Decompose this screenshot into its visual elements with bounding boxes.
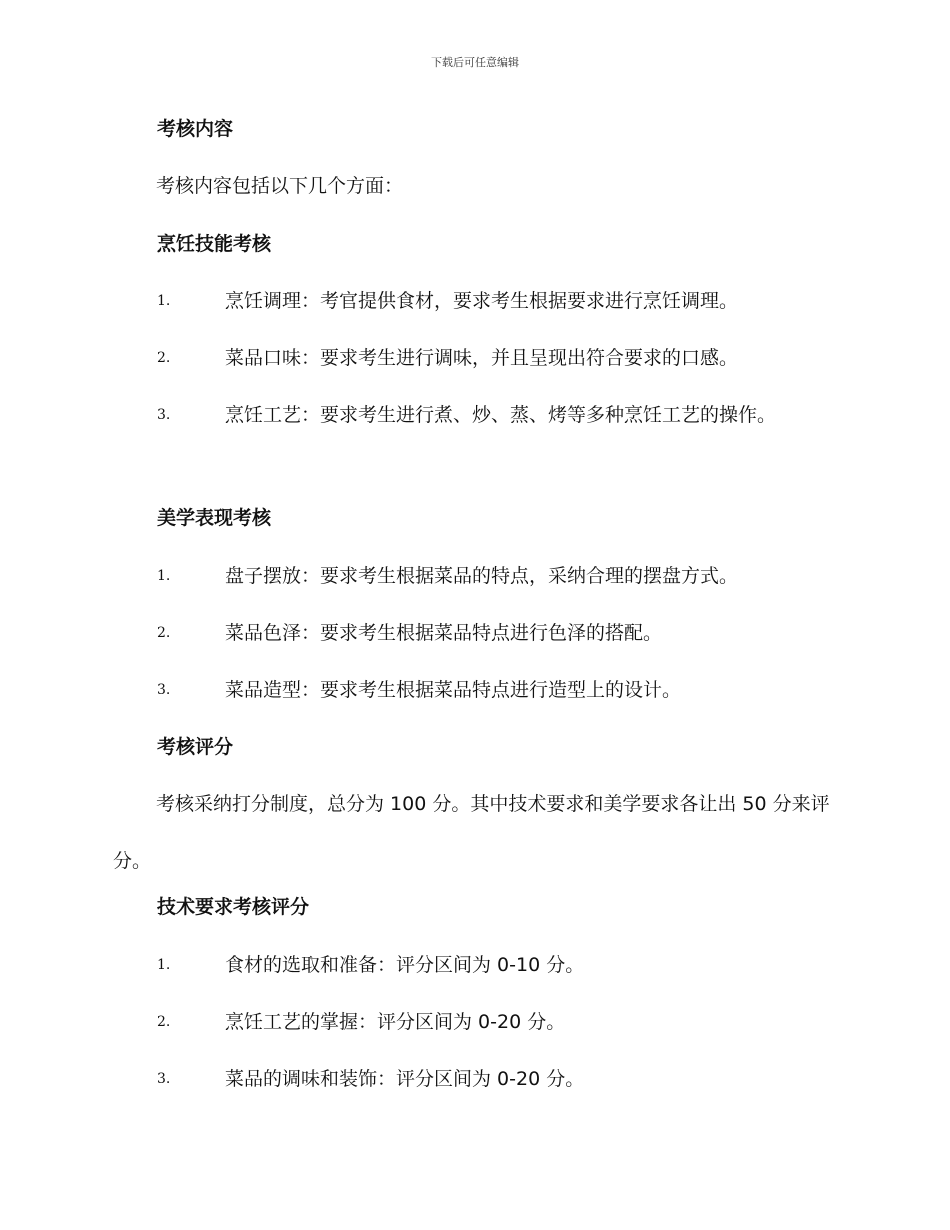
section-title-aesthetic: 美学表现考核	[157, 507, 272, 529]
list-item-number: 1.	[157, 293, 171, 309]
list-item-text: 烹饪工艺的掌握：评分区间为 0-20 分。	[225, 1011, 566, 1033]
section-title-scoring: 考核评分	[157, 736, 234, 758]
list-item-number: 3.	[157, 1071, 171, 1087]
list-item-number: 3.	[157, 682, 171, 698]
list-item-text: 食材的选取和准备：评分区间为 0-10 分。	[225, 954, 585, 976]
scoring-paragraph: 考核采纳打分制度，总分为 100 分。其中技术要求和美学要求各让出 50 分来评分。	[113, 793, 830, 872]
page-header: 下载后可任意编辑	[431, 56, 519, 69]
list-item-number: 3.	[157, 407, 171, 423]
list-item-text: 菜品的调味和装饰：评分区间为 0-20 分。	[225, 1068, 585, 1090]
list-item-text: 烹饪工艺：要求考生进行煮、炒、蒸、烤等多种烹饪工艺的操作。	[225, 404, 777, 426]
list-item	[113, 387, 848, 444]
list-item-number: 1.	[157, 957, 171, 973]
list-item-text: 菜品口味：要求考生进行调味，并且呈现出符合要求的口感。	[225, 347, 739, 369]
list-item-text: 盘子摆放：要求考生根据菜品的特点，采纳合理的摆盘方式。	[225, 565, 739, 587]
list-item-number: 2.	[157, 1014, 171, 1030]
list-item-text: 烹饪调理：考官提供食材，要求考生根据要求进行烹饪调理。	[225, 290, 739, 312]
section-title-cooking: 烹饪技能考核	[157, 233, 272, 255]
list-item-text: 菜品色泽：要求考生根据菜品特点进行色泽的搭配。	[225, 622, 663, 644]
section-title-tech: 技术要求考核评分	[157, 896, 310, 918]
list-item-number: 2.	[157, 625, 171, 641]
list-item-text: 菜品造型：要求考生根据菜品特点进行造型上的设计。	[225, 679, 682, 701]
list-item-number: 2.	[157, 350, 171, 366]
section-title-content: 考核内容	[157, 118, 234, 140]
content-intro-paragraph: 考核内容包括以下几个方面：	[156, 175, 404, 197]
list-item-number: 1.	[157, 568, 171, 584]
